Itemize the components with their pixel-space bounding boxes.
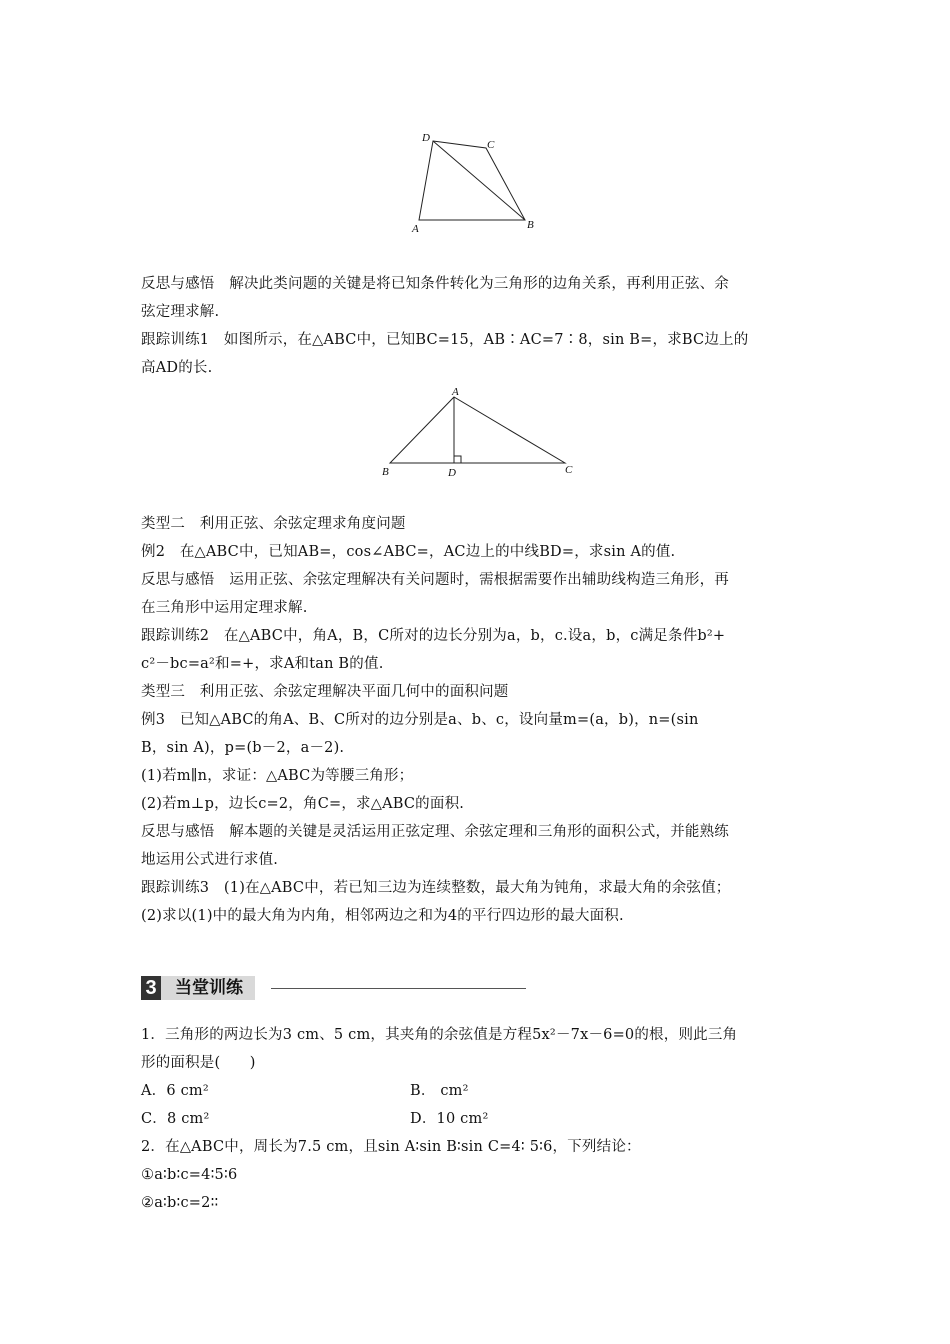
exercise-1-line2: 高AD的长.: [141, 360, 213, 376]
label-c: C: [487, 139, 495, 151]
triangle-figure: [375, 385, 585, 480]
right-angle-mark: [454, 456, 461, 463]
exercise-3-line2: (2)求以(1)中的最大角为内角，相邻两边之和为4的平行四边形的最大面积.: [141, 908, 624, 924]
option-d: D．10 cm²: [410, 1111, 489, 1127]
reflection-3-line1: 反思与感悟 解本题的关键是灵活运用正弦定理、余弦定理和三角形的面积公式，并能熟练: [141, 824, 729, 840]
label-a: A: [412, 223, 419, 235]
example-2: 例2 在△ABC中，已知AB=，cos∠ABC=，AC边上的中线BD=，求sin A的值.: [141, 544, 676, 560]
question-2-item2: ②a∶b∶c=2∶∶: [141, 1195, 219, 1211]
quadrilateral-outline: [419, 141, 525, 220]
reflection-2-line2: 在三角形中运用定理求解.: [141, 600, 308, 616]
reflection-2-line1: 反思与感悟 运用正弦、余弦定理解决有关问题时，需根据需要作出辅助线构造三角形，再: [141, 572, 729, 588]
example-3-line2: B，sin A)，p=(b－2，a－2).: [141, 740, 345, 756]
quadrilateral-figure: [405, 128, 545, 238]
option-c: C．8 cm²: [141, 1111, 210, 1127]
type-3-heading: 类型三 利用正弦、余弦定理解决平面几何中的面积问题: [141, 684, 509, 700]
question-2-line1: 2．在△ABC中，周长为7.5 cm，且sin A∶sin B∶sin C=4∶ 5∶6，下列结论：: [141, 1139, 641, 1155]
example-3-line1: 例3 已知△ABC的角A、B、C所对的边分别是a、b、c，设向量m=(a，b)，n=(sin: [141, 712, 699, 728]
section-number: 3: [141, 976, 161, 1000]
exercise-3-line1: 跟踪训练3 (1)在△ABC中，若已知三边为连续整数，最大角为钝角，求最大角的余弦值；: [141, 880, 731, 896]
label-a: A: [452, 386, 459, 398]
example-3-part1: (1)若m∥n，求证：△ABC为等腰三角形；: [141, 768, 414, 784]
type-2-heading: 类型二 利用正弦、余弦定理求角度问题: [141, 516, 406, 532]
section-header: [141, 976, 526, 1002]
label-d: D: [422, 132, 430, 144]
question-2-item1: ①a∶b∶c=4∶5∶6: [141, 1167, 238, 1183]
section-title: 当堂训练: [161, 976, 255, 1000]
label-b: B: [527, 219, 534, 231]
label-d: D: [448, 467, 456, 479]
section-divider: [271, 988, 526, 989]
exercise-2-line2: c²－bc=a²和=+，求A和tan B的值.: [141, 656, 384, 672]
option-b: B． cm²: [410, 1083, 469, 1099]
option-a: A．6 cm²: [141, 1083, 209, 1099]
triangle-outline: [390, 397, 565, 463]
question-1-line2: 形的面积是( ): [141, 1055, 256, 1071]
example-3-part2: (2)若m⊥p，边长c=2，角C=，求△ABC的面积.: [141, 796, 465, 812]
label-c: C: [565, 464, 573, 476]
reflection-3-line2: 地运用公式进行求值.: [141, 852, 279, 868]
diagonal-db: [433, 141, 525, 220]
reflection-1-line2: 弦定理求解.: [141, 304, 220, 320]
exercise-1-line1: 跟踪训练1 如图所示，在△ABC中，已知BC=15，AB∶AC=7∶8，sin B=，求BC边上的: [141, 332, 749, 348]
exercise-2-line1: 跟踪训练2 在△ABC中，角A，B，C所对的边长分别为a，b，c.设a，b，c满足条件b²+: [141, 628, 726, 644]
reflection-1-line1: 反思与感悟 解决此类问题的关键是将已知条件转化为三角形的边角关系，再利用正弦、余: [141, 276, 729, 292]
label-b: B: [382, 466, 389, 478]
question-1-line1: 1．三角形的两边长为3 cm、5 cm，其夹角的余弦值是方程5x²－7x－6=0的根，则此三角: [141, 1027, 738, 1043]
